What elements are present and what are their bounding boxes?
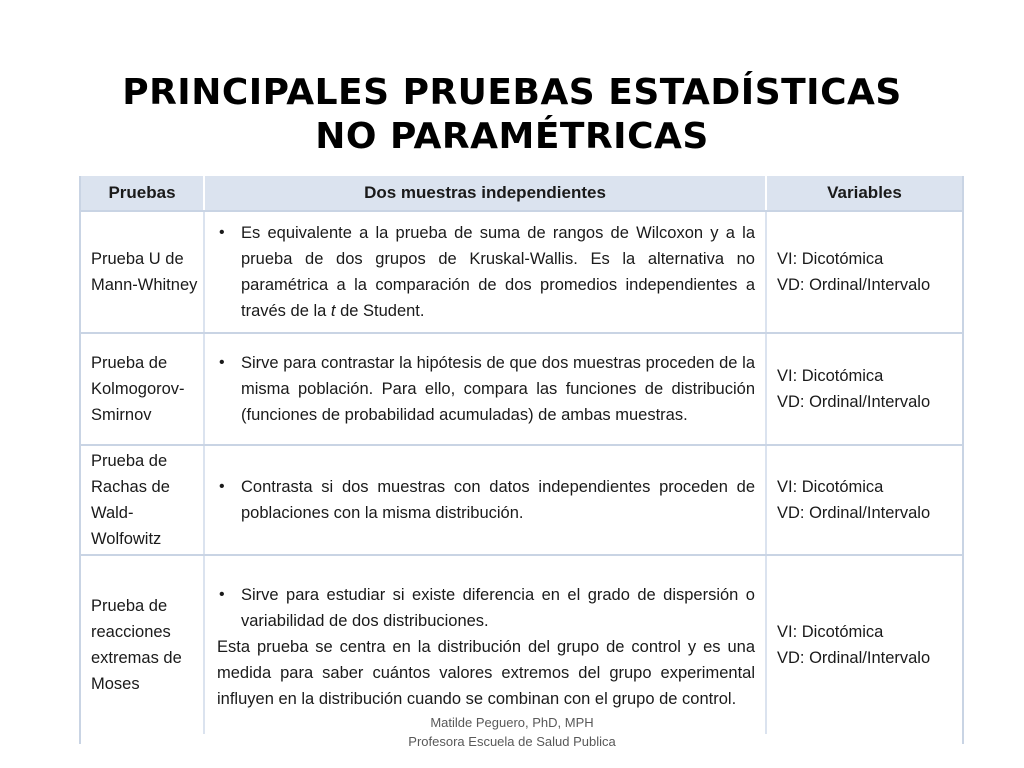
- description-text: Es equivalente a la prueba de suma de rangos de Wilcoxon y a la prueba de dos grupos de Kruskal-Wallis. Es la alternativa no paramétrica a la comparación de dos promedios independientes a través de la: [241, 224, 755, 320]
- table-row: [81, 445, 962, 555]
- slide-footer: [362, 713, 662, 751]
- independent-variable: VI: Dicotómica: [777, 478, 884, 496]
- slide-title-line-2: NO PARAMÉTRICAS: [315, 116, 709, 158]
- tests-table-container: [79, 176, 964, 744]
- test-description-cell: [204, 333, 766, 445]
- nonparametric-tests-table: [81, 176, 962, 734]
- dependent-variable: VD: Ordinal/Intervalo: [777, 504, 931, 522]
- description-block: [217, 578, 755, 712]
- table-row: [81, 333, 962, 445]
- test-description-cell: [204, 211, 766, 333]
- description-text: Contrasta si dos muestras con datos independientes proceden de poblaciones con la misma distribución.: [241, 478, 755, 522]
- description-text: Sirve para estudiar si existe diferencia en el grado de dispersión o variabilidad de dos distribuciones.: [241, 586, 755, 630]
- independent-variable: VI: Dicotómica: [777, 367, 884, 385]
- table-row: [81, 555, 962, 734]
- bullet-item: [217, 220, 755, 324]
- independent-variable: VI: Dicotómica: [777, 250, 884, 268]
- bullet-icon: •: [219, 478, 225, 495]
- description-italic-t: t: [330, 302, 336, 320]
- test-name-cell: Prueba de Rachas de Wald-Wolfowitz: [81, 445, 204, 555]
- bullet-item: [217, 582, 755, 634]
- test-description-cell: [204, 555, 766, 734]
- test-name-cell: Prueba U de Mann-Whitney: [81, 211, 204, 333]
- bullet-icon: •: [219, 586, 225, 603]
- bullet-item: [217, 350, 755, 428]
- table-row: [81, 211, 962, 333]
- test-name-cell: Prueba de reacciones extremas de Moses: [81, 555, 204, 734]
- description-text: Sirve para contrastar la hipótesis de que dos muestras proceden de la misma población. Para ello, compara las funciones de distribución (funciones de probabilidad acumuladas) de ambas muestras.: [241, 354, 755, 424]
- dependent-variable: VD: Ordinal/Intervalo: [777, 649, 931, 667]
- bullet-item: [217, 474, 755, 526]
- slide-title: [40, 71, 984, 159]
- description-paragraph: Esta prueba se centra en la distribución del grupo de control y es una medida para saber cuántos valores extremos del grupo experimental influyen en la distribución cuando se combinan con el grupo de control.: [217, 638, 755, 708]
- column-header-dos-muestras: Dos muestras independientes: [204, 176, 766, 211]
- test-name-cell: Prueba de Kolmogorov-Smirnov: [81, 333, 204, 445]
- footer-affiliation: Profesora Escuela de Salud Publica: [408, 734, 616, 749]
- column-header-variables: Variables: [766, 176, 962, 211]
- description-text-end: de Student.: [335, 302, 425, 320]
- independent-variable: VI: Dicotómica: [777, 623, 884, 641]
- variables-cell: [766, 211, 962, 333]
- dependent-variable: VD: Ordinal/Intervalo: [777, 393, 931, 411]
- dependent-variable: VD: Ordinal/Intervalo: [777, 276, 931, 294]
- column-header-pruebas: Pruebas: [81, 176, 204, 211]
- slide-title-line-1: PRINCIPALES PRUEBAS ESTADÍSTICAS: [122, 72, 902, 114]
- bullet-icon: •: [219, 354, 225, 371]
- test-description-cell: [204, 445, 766, 555]
- footer-author: Matilde Peguero, PhD, MPH: [430, 715, 594, 730]
- bullet-icon: •: [219, 224, 225, 241]
- variables-cell: [766, 555, 962, 734]
- variables-cell: [766, 445, 962, 555]
- variables-cell: [766, 333, 962, 445]
- table-header-row: [81, 176, 962, 211]
